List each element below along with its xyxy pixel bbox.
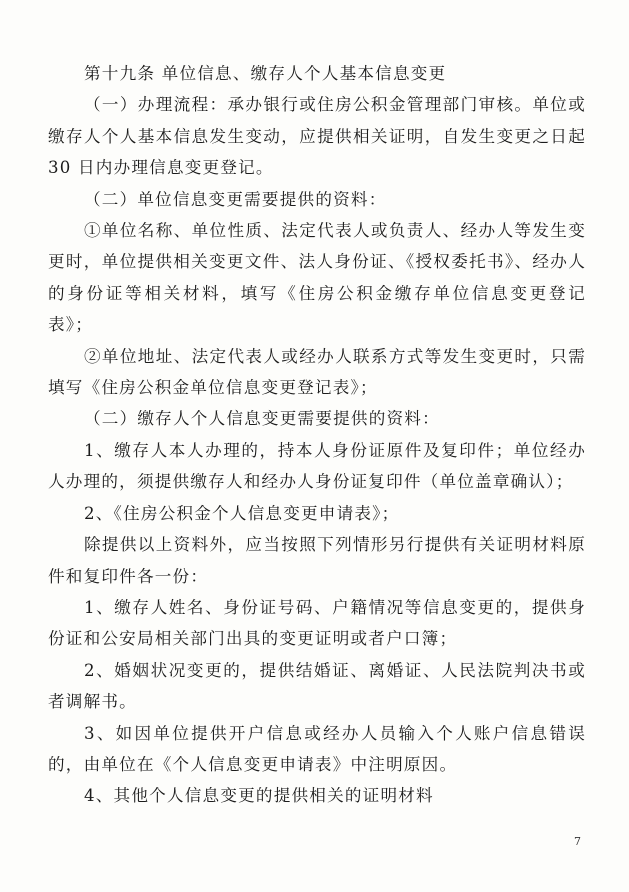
paragraph-case-1: 1、缴存人姓名、身份证号码、户籍情况等信息变更的，提供身份证和公安局相关部门出具的变更证明或者户口簿；: [48, 597, 586, 649]
paragraph-procedure: （一）办理流程：承办银行或住房公积金管理部门审核。单位或缴存人个人基本信息发生变动，应提供相关证明，自发生变更之日起 30 日内办理信息变更登记。: [48, 95, 586, 178]
paragraph-unit-materials-heading: （二）单位信息变更需要提供的资料：: [84, 189, 387, 209]
article-heading: 第十九条 单位信息、缴存人个人基本信息变更: [84, 64, 447, 83]
paragraph-case-4: 4、其他个人信息变更的提供相关的证明材料: [84, 786, 434, 806]
paragraph-personal-item-2: 2、《住房公积金个人信息变更申请表》；: [84, 503, 400, 523]
paragraph-additional-materials: 除提供以上资料外，应当按照下列情形另行提供有关证明材料原件和复印件各一份：: [48, 535, 586, 586]
paragraph-case-2: 2、婚姻状况变更的，提供结婚证、离婚证、人民法院判决书或者调解书。: [48, 660, 586, 712]
paragraph-personal-item-1: 1、缴存人本人办理的，持本人身份证原件及复印件；单位经办人办理的，须提供缴存人和经办人身份证复印件（单位盖章确认）；: [48, 440, 586, 492]
paragraph-case-3: 3、如因单位提供开户信息或经办人员输入个人账户信息错误的，由单位在《个人信息变更申请表》中注明原因。: [48, 723, 586, 774]
page-number: 7: [574, 835, 581, 848]
paragraph-personal-materials-heading: （二）缴存人个人信息变更需要提供的资料：: [84, 409, 440, 429]
document-body: [48, 58, 586, 812]
paragraph-unit-item-1: ①单位名称、单位性质、法定代表人或负责人、经办人等发生变更时，单位提供相关变更文件、法人身份证、《授权委托书》、经办人的身份证等相关材料，填写《住房公积金缴存单位信息变更登记表》；: [48, 221, 586, 335]
paragraph-unit-item-2: ②单位地址、法定代表人或经办人联系方式等发生变更时，只需填写《住房公积金单位信息变更登记表》；: [48, 346, 586, 398]
